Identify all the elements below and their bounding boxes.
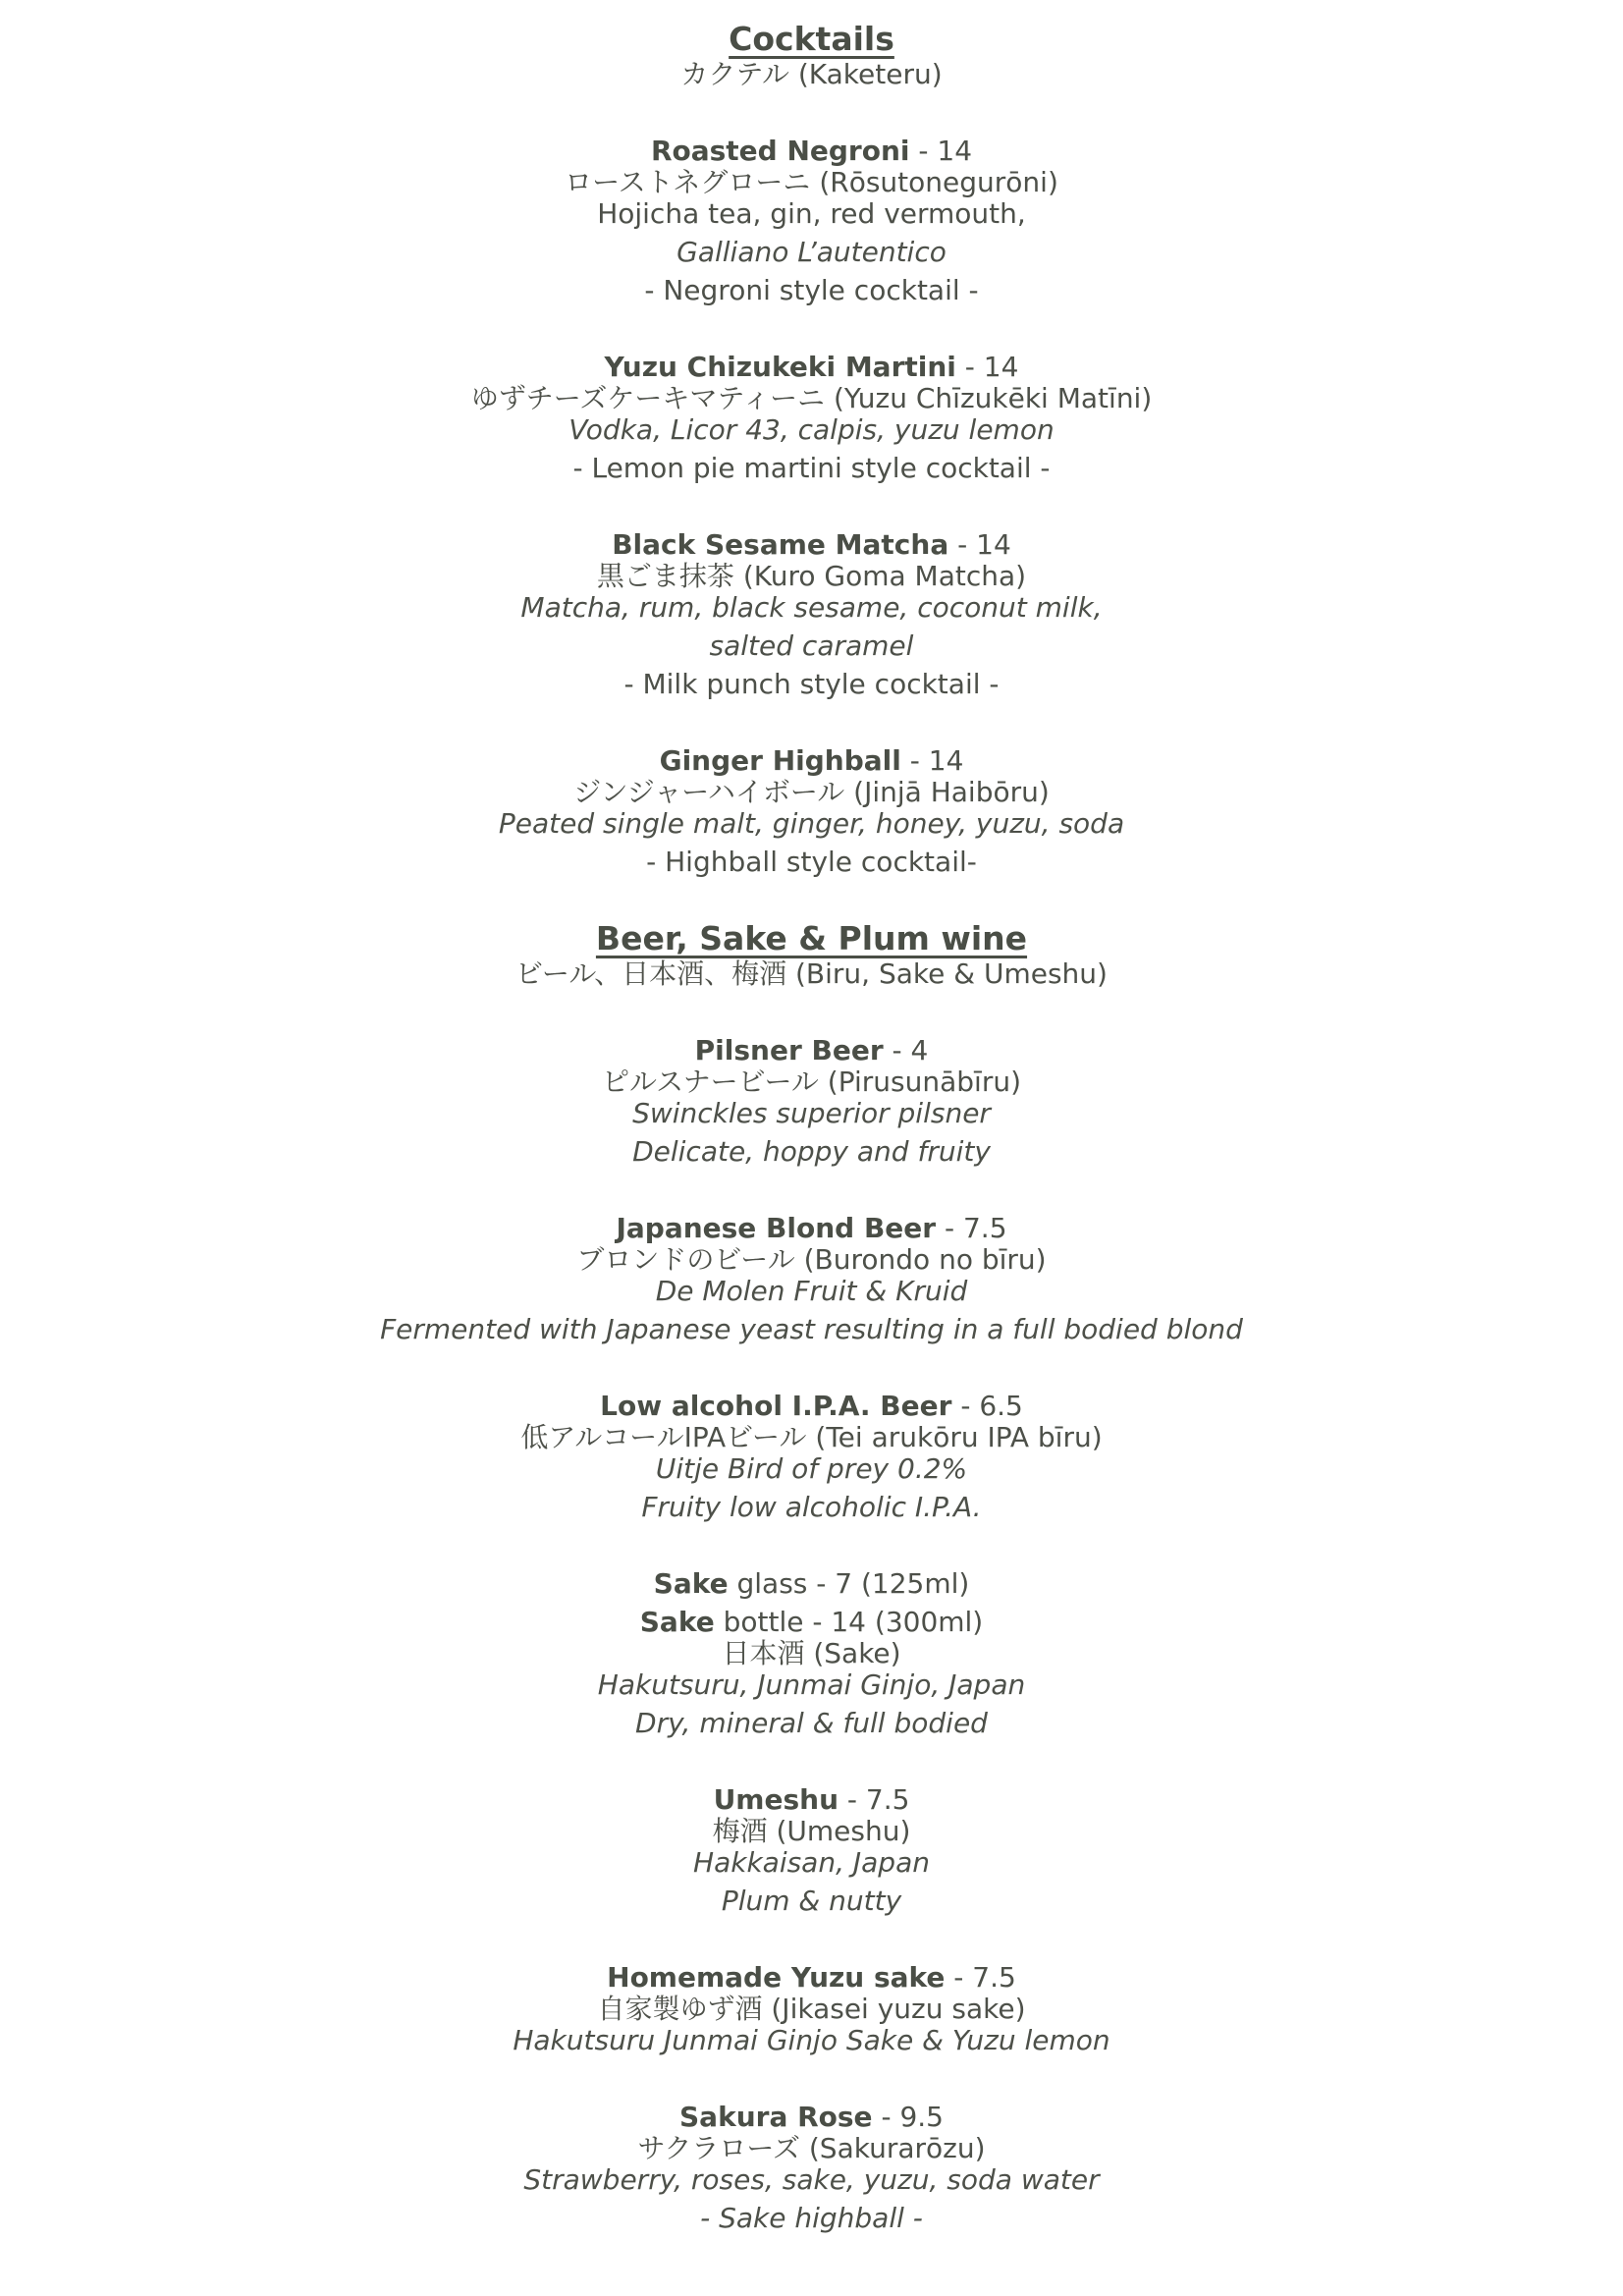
item-price: - 4 — [883, 1034, 929, 1066]
item-style: - Milk punch style cocktail - — [623, 668, 1000, 700]
item-name: Japanese Blond Beer — [616, 1212, 937, 1244]
section-beer-sake-plum-wine — [0, 919, 1623, 2234]
item-name: Homemade Yuzu sake — [607, 1961, 946, 1994]
section-title: Beer, Sake & Plum wine — [595, 919, 1028, 957]
item-style: - Lemon pie martini style cocktail - — [572, 452, 1051, 484]
item-name: Sake — [639, 1606, 715, 1638]
item-description: Hakutsuru, Junmai Ginjo, Japan — [597, 1668, 1026, 1701]
item-japanese-name: ジンジャーハイボール (Jinjā Haibōru) — [573, 776, 1050, 808]
item-description: Galliano L’autentico — [676, 236, 947, 268]
item-japanese-name: 梅酒 (Umeshu) — [712, 1815, 911, 1847]
menu-item-roasted-negroni — [0, 136, 1623, 306]
item-japanese-name: ローストネグローニ (Rōsutonegurōni) — [565, 166, 1058, 198]
section-cocktails — [0, 20, 1623, 878]
item-japanese-name: 自家製ゆず酒 (Jikasei yuzu sake) — [597, 1993, 1026, 2025]
item-description: Hojicha tea, gin, red vermouth, — [597, 197, 1026, 230]
section-subtitle: ビール、日本酒、梅酒 (Biru, Sake & Umeshu) — [515, 957, 1108, 990]
item-price: - 14 — [909, 135, 973, 167]
item-price: - 14 — [955, 351, 1019, 383]
item-japanese-name: ピルスナービール (Pirusunābīru) — [601, 1066, 1022, 1098]
item-name: Umeshu — [713, 1783, 839, 1816]
item-japanese-name: 黒ごま抹茶 (Kuro Goma Matcha) — [596, 560, 1027, 592]
item-name: Yuzu Chizukeki Martini — [604, 351, 956, 383]
item-description: Fermented with Japanese yeast resulting in a full bodied blond — [380, 1313, 1243, 1345]
menu-item-japanese-blond-beer — [0, 1213, 1623, 1345]
item-name: Sake — [653, 1567, 729, 1600]
item-style: - Negroni style cocktail - — [644, 274, 979, 306]
section-title: Cocktails — [729, 20, 894, 58]
item-style: - Highball style cocktail- — [646, 846, 977, 878]
section-subtitle: カクテル (Kaketeru) — [680, 58, 943, 90]
item-japanese-name: サクラローズ (Sakurarōzu) — [637, 2132, 986, 2164]
item-description: Delicate, hoppy and fruity — [632, 1135, 991, 1168]
item-description: Hakutsuru Junmai Ginjo Sake & Yuzu lemon — [513, 2024, 1110, 2056]
menu-item-black-sesame-matcha — [0, 529, 1623, 700]
item-description: salted caramel — [709, 629, 914, 662]
item-description: Dry, mineral & full bodied — [635, 1707, 988, 1739]
item-description: De Molen Fruit & Kruid — [655, 1275, 968, 1307]
item-description: Matcha, rum, black sesame, coconut milk, — [520, 591, 1103, 624]
menu-item-homemade-yuzu-sake — [0, 1962, 1623, 2056]
menu-item-ginger-highball — [0, 745, 1623, 878]
menu-item-sake — [0, 1568, 1623, 1739]
item-description: Strawberry, roses, sake, yuzu, soda water — [523, 2163, 1100, 2196]
item-name: Roasted Negroni — [650, 135, 910, 167]
menu-item-low-alcohol-ipa — [0, 1391, 1623, 1523]
menu-item-umeshu — [0, 1784, 1623, 1917]
menu-item-pilsner-beer — [0, 1035, 1623, 1168]
item-description: Plum & nutty — [721, 1885, 902, 1917]
item-japanese-name: 低アルコールIPAビール (Tei arukōru IPA bīru) — [520, 1421, 1103, 1453]
menu-item-yuzu-martini — [0, 352, 1623, 484]
item-description: Swinckles superior pilsner — [632, 1097, 991, 1129]
item-name: Sakura Rose — [679, 2101, 873, 2133]
item-japanese-name: ブロンドのビール (Burondo no bīru) — [576, 1243, 1047, 1276]
item-name: Pilsner Beer — [694, 1034, 884, 1066]
menu-item-sakura-rose — [0, 2102, 1623, 2234]
item-price: - 14 — [900, 744, 964, 777]
item-style: - Sake highball - — [700, 2202, 923, 2234]
item-price: - 6.5 — [951, 1390, 1023, 1422]
item-name: Black Sesame Matcha — [612, 528, 949, 561]
item-description: Hakkaisan, Japan — [693, 1846, 930, 1879]
item-name: Ginger Highball — [659, 744, 901, 777]
item-price: - 9.5 — [872, 2101, 944, 2133]
item-price: glass - 7 (125ml) — [728, 1567, 970, 1600]
item-name: Low alcohol I.P.A. Beer — [600, 1390, 952, 1422]
item-description: Peated single malt, ginger, honey, yuzu, soda — [498, 807, 1125, 840]
item-price: - 7.5 — [936, 1212, 1007, 1244]
item-price: bottle - 14 (300ml) — [714, 1606, 984, 1638]
item-description: Uitje Bird of prey 0.2% — [655, 1452, 968, 1485]
item-japanese-name: 日本酒 (Sake) — [722, 1637, 901, 1669]
item-japanese-name: ゆずチーズケーキマティーニ (Yuzu Chīzukēki Matīni) — [470, 382, 1153, 414]
item-price: - 7.5 — [839, 1783, 910, 1816]
item-description: Vodka, Licor 43, calpis, yuzu lemon — [568, 413, 1055, 446]
item-description: Fruity low alcoholic I.P.A. — [641, 1491, 982, 1523]
item-price: - 14 — [948, 528, 1011, 561]
item-price: - 7.5 — [945, 1961, 1016, 1994]
